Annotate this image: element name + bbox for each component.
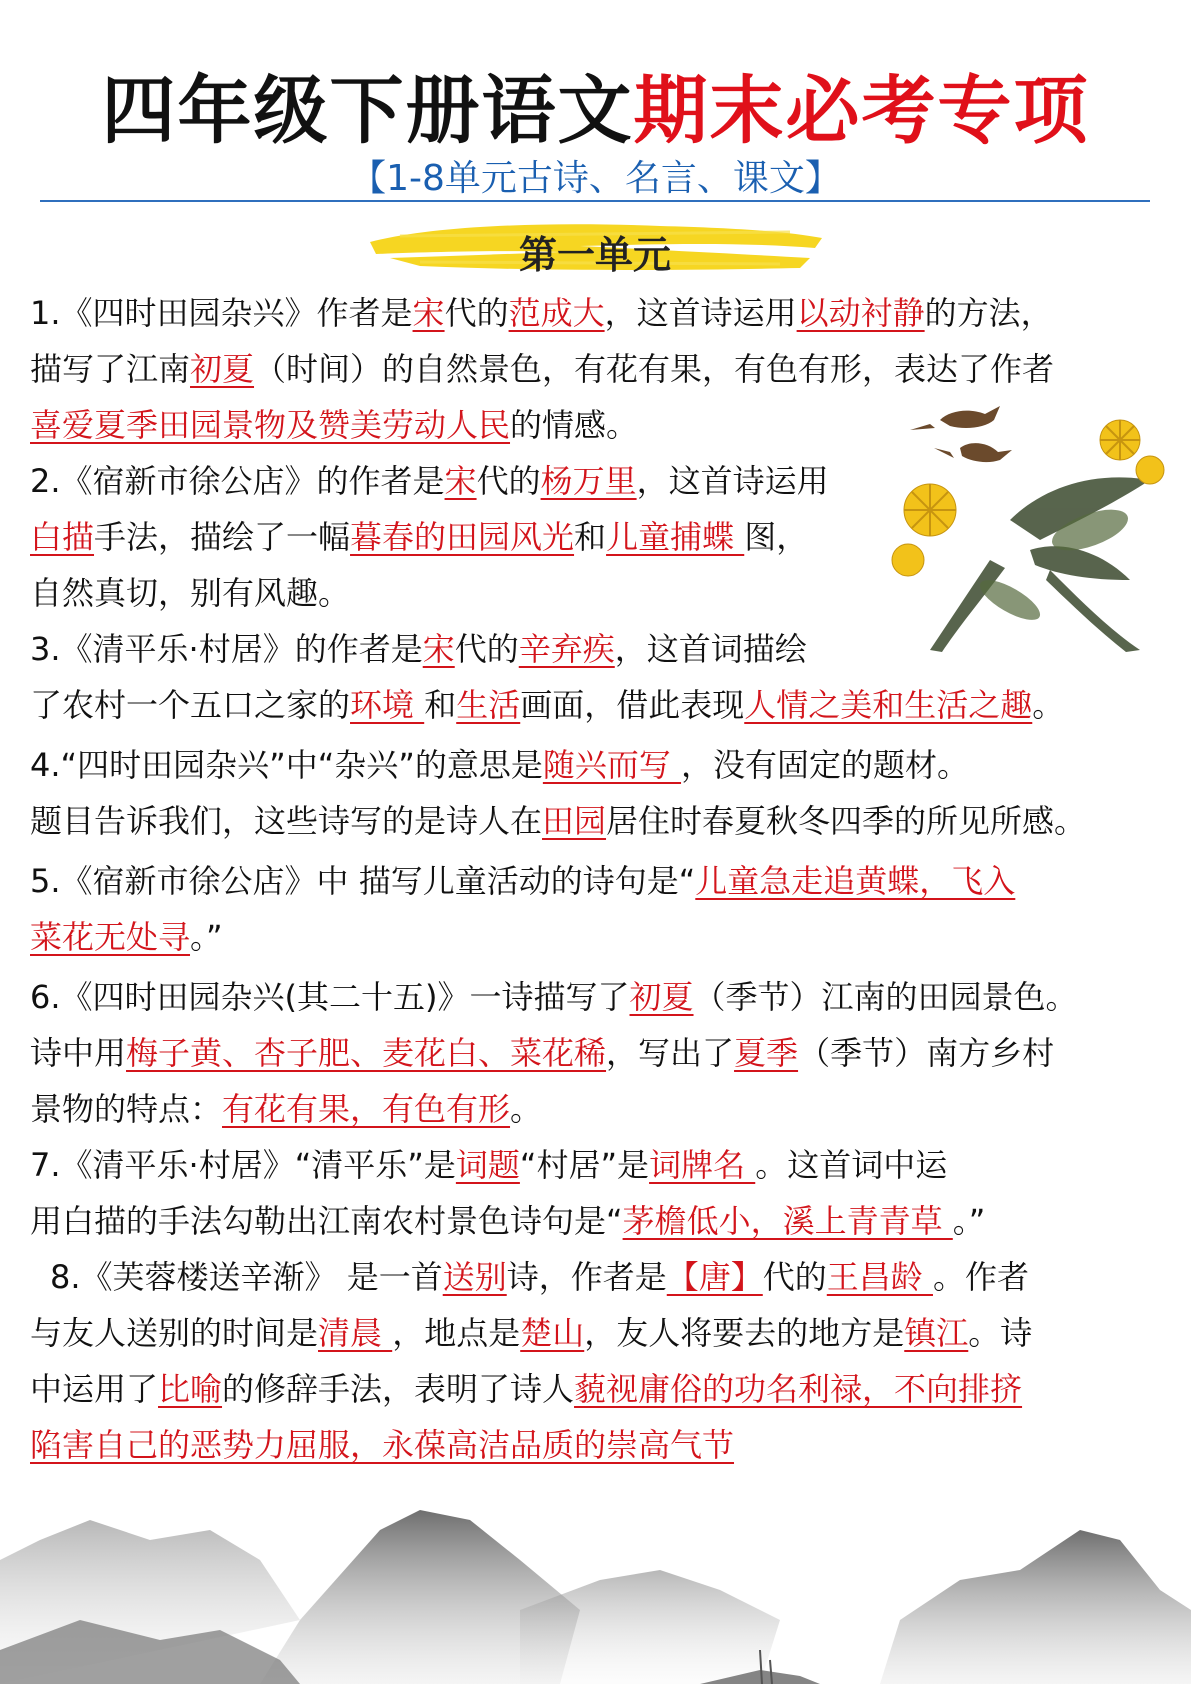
question-2-line-1 — [30, 453, 910, 509]
text-segment: ，地点是 — [392, 1314, 521, 1352]
answer-blank: 杨万里 — [540, 462, 637, 500]
header-divider — [40, 200, 1150, 202]
answer-blank: 范成大 — [508, 294, 605, 332]
text-segment: 4.“四时田园杂兴”中“杂兴”的意思是 — [30, 746, 543, 784]
text-segment: ，这首词描绘 — [614, 630, 807, 668]
text-segment: 景物的特点： — [30, 1090, 223, 1128]
answer-blank: 有花有果，有色有形 — [222, 1090, 511, 1128]
text-segment: 。 — [510, 1090, 543, 1128]
answer-blank: 宋 — [444, 462, 477, 500]
text-segment: 了农村一个五口之家的 — [30, 686, 351, 724]
text-segment: 。这首词中运 — [755, 1146, 948, 1184]
answer-blank: 初夏 — [190, 350, 255, 388]
answer-blank: 初夏 — [629, 978, 694, 1016]
answer-blank: 菜花无处寻 — [30, 918, 191, 956]
text-segment: 代的 — [476, 462, 541, 500]
question-8-line-1 — [30, 1249, 1170, 1305]
text-segment: （时间）的自然景色，有花有果，有色有形，表达了作者 — [254, 350, 1055, 388]
question-8-line-2 — [30, 1305, 1170, 1361]
answer-blank: 清晨 — [318, 1314, 393, 1352]
question-1-line-1 — [30, 285, 1170, 341]
text-segment: ，这首诗运用 — [636, 462, 829, 500]
answer-blank: 宋 — [422, 630, 455, 668]
text-segment: 的情感。 — [510, 406, 639, 444]
text-segment: 中运用了 — [30, 1370, 159, 1408]
text-segment: 5.《宿新市徐公店》中 描写儿童活动的诗句是“ — [30, 862, 696, 900]
text-segment: 8.《芙蓉楼送辛渐》 是一首 — [50, 1258, 443, 1296]
answer-blank: 王昌龄 — [826, 1258, 933, 1296]
text-segment: 。” — [952, 1202, 986, 1240]
text-segment: 画面，借此表现 — [520, 686, 745, 724]
question-6-line-3 — [30, 1081, 1170, 1137]
text-segment: 6.《四时田园杂兴(其二十五)》一诗描写了 — [30, 978, 630, 1016]
text-segment: 手法，描绘了一幅 — [94, 518, 351, 556]
text-segment: 。 — [1032, 686, 1065, 724]
text-segment: 诗，作者是 — [506, 1258, 667, 1296]
page-title-red: 期末必考专项 — [633, 68, 1090, 154]
section-title: 第一单元 — [518, 233, 671, 277]
question-3-line-2 — [30, 677, 1170, 733]
text-segment: 用白描的手法勾勒出江南农村景色诗句是“ — [30, 1202, 623, 1240]
answer-blank: 比喻 — [158, 1370, 223, 1408]
answer-blank: 宋 — [412, 294, 445, 332]
ink-mountains-painting-icon — [0, 1500, 1191, 1684]
question-1-line-2 — [30, 341, 1170, 397]
unit-one-content — [30, 285, 1170, 1473]
answer-blank: 镇江 — [904, 1314, 969, 1352]
text-segment: ，友人将要去的地方是 — [584, 1314, 905, 1352]
question-8-line-4 — [30, 1417, 1170, 1473]
question-8-line-3 — [30, 1361, 1170, 1417]
text-segment: 与友人送别的时间是 — [30, 1314, 319, 1352]
text-segment: 诗中用 — [30, 1034, 127, 1072]
answer-blank: 田园 — [542, 802, 607, 840]
text-segment: ，写出了 — [606, 1034, 735, 1072]
text-segment: 2.《宿新市徐公店》的作者是 — [30, 462, 445, 500]
question-4-line-2 — [30, 793, 1170, 849]
text-segment: 1.《四时田园杂兴》作者是 — [30, 294, 413, 332]
text-segment: 代的 — [454, 630, 519, 668]
page-title — [0, 52, 1191, 158]
text-segment: 的修辞手法，表明了诗人 — [222, 1370, 575, 1408]
answer-blank: 儿童捕蝶 — [606, 518, 745, 556]
text-segment: ，这首诗运用 — [604, 294, 797, 332]
text-segment: 代的 — [762, 1258, 827, 1296]
answer-blank: 儿童急走追黄蝶，飞入 — [695, 862, 1016, 900]
answer-blank: 藐视庸俗的功名利禄，不向排挤 — [574, 1370, 1023, 1408]
answer-blank: 生活 — [456, 686, 521, 724]
question-7-line-2 — [30, 1193, 1170, 1249]
answer-blank: 送别 — [442, 1258, 507, 1296]
text-segment: “村居”是 — [519, 1146, 650, 1184]
text-segment: 代的 — [444, 294, 509, 332]
question-7-line-1 — [30, 1137, 1170, 1193]
answer-blank: 随兴而写 — [542, 746, 682, 784]
answer-blank: 词题 — [455, 1146, 520, 1184]
answer-blank: 词牌名 — [649, 1146, 756, 1184]
text-segment: 图， — [744, 518, 809, 556]
text-segment: 。作者 — [932, 1258, 1029, 1296]
text-segment: （季节）南方乡村 — [798, 1034, 1055, 1072]
question-3-line-1 — [30, 621, 910, 677]
answer-blank: 喜爱夏季田园景物及赞美劳动人民 — [30, 406, 511, 444]
answer-blank: 茅檐低小，溪上青青草 — [622, 1202, 953, 1240]
answer-blank: 夏季 — [734, 1034, 799, 1072]
answer-blank: 环境 — [350, 686, 425, 724]
text-segment: 居住时春夏秋冬四季的所见所感。 — [606, 802, 1087, 840]
question-5-line-1 — [30, 853, 1170, 909]
text-segment: 和 — [574, 518, 607, 556]
question-1-line-3 — [30, 397, 1170, 453]
page-subtitle: 【1-8单元古诗、名言、课文】 — [350, 158, 841, 199]
question-2-line-2 — [30, 509, 910, 565]
answer-blank: 梅子黄、杏子肥、麦花白、菜花稀 — [126, 1034, 607, 1072]
text-segment: 描写了江南 — [30, 350, 191, 388]
answer-blank: 白描 — [30, 518, 95, 556]
text-segment: （季节）江南的田园景色。 — [693, 978, 1078, 1016]
page-title-black: 四年级下册语文 — [101, 68, 634, 154]
answer-blank: 【唐】 — [666, 1258, 763, 1296]
text-segment: ，没有固定的题材。 — [681, 746, 970, 784]
text-segment: 和 — [424, 686, 457, 724]
answer-blank: 人情之美和生活之趣 — [744, 686, 1033, 724]
text-segment: 。” — [190, 918, 223, 956]
question-6-line-2 — [30, 1025, 1170, 1081]
section-heading — [360, 212, 830, 282]
answer-blank: 辛弃疾 — [518, 630, 615, 668]
text-segment: 3.《清平乐·村居》的作者是 — [30, 630, 423, 668]
text-segment: 。诗 — [968, 1314, 1033, 1352]
text-segment: 自然真切，别有风趣。 — [30, 574, 351, 612]
text-segment: 题目告诉我们，这些诗写的是诗人在 — [30, 802, 543, 840]
text-segment: 的方法， — [924, 294, 1053, 332]
answer-blank: 以动衬静 — [796, 294, 925, 332]
question-6-line-1 — [30, 969, 1170, 1025]
question-5-line-2 — [30, 909, 1170, 965]
text-segment: 7.《清平乐·村居》“清平乐”是 — [30, 1146, 456, 1184]
answer-blank: 暮春的田园风光 — [350, 518, 575, 556]
question-4-line-1 — [30, 737, 1170, 793]
answer-blank: 楚山 — [520, 1314, 585, 1352]
answer-blank: 陷害自己的恶势力屈服，永葆高洁品质的崇高气节 — [30, 1426, 735, 1464]
question-2-line-3 — [30, 565, 910, 621]
